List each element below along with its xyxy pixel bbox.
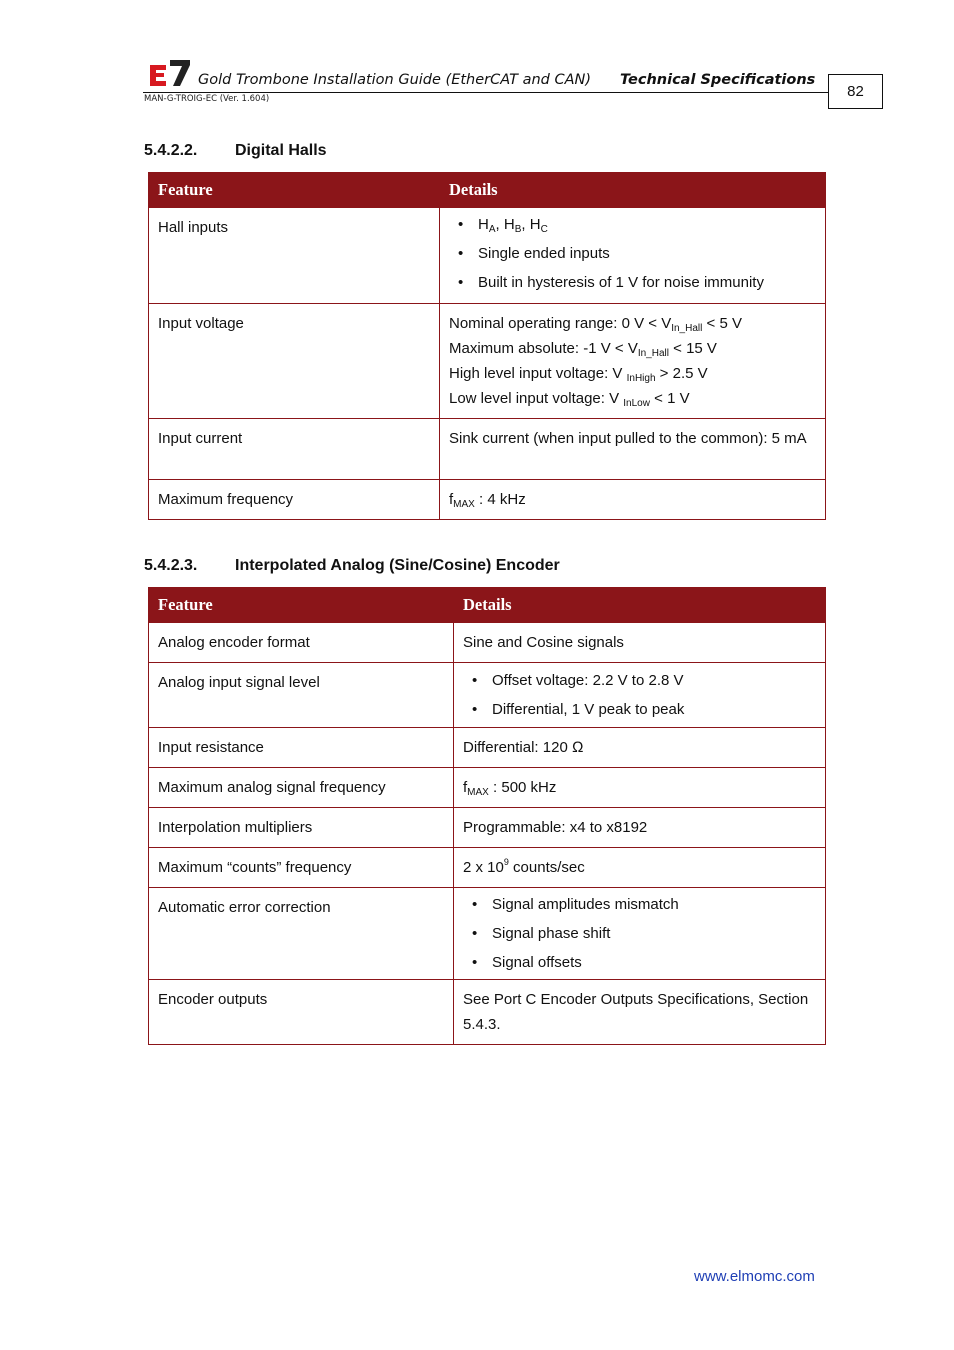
document-id: MAN-G-TROIG-EC (Ver. 1.604) <box>144 94 270 104</box>
column-header-feature: Feature <box>149 588 454 623</box>
feature-cell: Input voltage <box>149 304 440 419</box>
list-item: • Offset voltage: 2.2 V to 2.8 V <box>463 666 816 695</box>
details-cell <box>440 304 826 419</box>
feature-cell: Hall inputs <box>149 208 440 304</box>
column-header-feature: Feature <box>149 173 440 208</box>
digital-halls-table <box>148 172 826 520</box>
table-row <box>149 419 826 480</box>
feature-cell: Interpolation multipliers <box>149 808 454 848</box>
details-cell: Differential: 120 Ω <box>454 728 826 768</box>
page-number: 82 <box>828 74 883 109</box>
column-header-details: Details <box>440 173 826 208</box>
feature-cell: Input current <box>149 419 440 480</box>
feature-cell: Automatic error correction <box>149 888 454 980</box>
details-cell: $f_{MAX}$ : 4 kHz <box>440 480 826 520</box>
list-item: • Signal offsets <box>463 948 816 977</box>
list-item: • $H_A$, $H_B$, $H_C$ <box>449 210 816 239</box>
list-item: • Differential, 1 V peak to peak <box>463 695 816 724</box>
feature-cell: Input resistance <box>149 728 454 768</box>
table-row <box>149 480 826 520</box>
feature-cell: Maximum frequency <box>149 480 440 520</box>
footer-website-link[interactable]: www.elmomc.com <box>694 1268 815 1285</box>
table-row <box>149 623 826 663</box>
detail-line: High level input voltage: V $_{InHigh}$ > 2.5 V <box>449 365 708 384</box>
details-cell <box>440 208 826 304</box>
section-title: Technical Specifications <box>620 72 816 88</box>
details-cell: Programmable: x4 to x8192 <box>454 808 826 848</box>
table-row <box>149 728 826 768</box>
table-row <box>149 980 826 1045</box>
section-heading-digital-halls <box>144 142 327 160</box>
feature-cell: Encoder outputs <box>149 980 454 1045</box>
section-number: 5.4.2.3. <box>144 557 198 574</box>
details-cell <box>454 888 826 980</box>
detail-line: Maximum absolute: -1 $V < V_{In\_Hall} < 15$ V <box>449 340 717 359</box>
elmo-logo-icon <box>148 58 190 88</box>
document-title: Gold Trombone Installation Guide (EtherCAT and CAN) <box>198 72 592 88</box>
analog-encoder-table <box>148 587 826 1045</box>
table-row <box>149 808 826 848</box>
list-item: • Signal phase shift <box>463 919 816 948</box>
detail-line: Low level input voltage: V $_{InLow}$ < 1 V <box>449 390 690 409</box>
section-heading-text: Digital Halls <box>235 142 327 159</box>
table-row <box>149 888 826 980</box>
feature-cell: Maximum “counts” frequency <box>149 848 454 888</box>
details-cell: See Port C Encoder Outputs Specifications, Section 5.4.3. <box>454 980 826 1045</box>
table-header-row <box>149 173 826 208</box>
list-item: • Single ended inputs <box>449 239 816 268</box>
table-row <box>149 304 826 419</box>
table-row <box>149 663 826 728</box>
section-number: 5.4.2.2. <box>144 142 198 159</box>
detail-line: Nominal operating range: 0 $V < V_{In\_Hall} < 5$ V <box>449 315 742 334</box>
column-header-details: Details <box>454 588 826 623</box>
feature-cell: Analog encoder format <box>149 623 454 663</box>
details-cell <box>454 663 826 728</box>
list-item: • Built in hysteresis of 1 V for noise immunity <box>449 268 816 297</box>
list-item: • Signal amplitudes mismatch <box>463 890 816 919</box>
section-heading-analog-encoder <box>144 557 560 575</box>
section-heading-text: Interpolated Analog (Sine/Cosine) Encoder <box>235 557 560 574</box>
table-row <box>149 848 826 888</box>
details-cell: 2 x $10^9$ counts/sec <box>454 848 826 888</box>
header-divider <box>143 92 828 93</box>
details-cell: $f_{MAX}$ : 500 kHz <box>454 768 826 808</box>
feature-cell: Maximum analog signal frequency <box>149 768 454 808</box>
details-cell: Sine and Cosine signals <box>454 623 826 663</box>
feature-cell: Analog input signal level <box>149 663 454 728</box>
table-row <box>149 208 826 304</box>
table-row <box>149 768 826 808</box>
table-header-row <box>149 588 826 623</box>
details-cell: Sink current (when input pulled to the common): 5 mA <box>440 419 826 480</box>
